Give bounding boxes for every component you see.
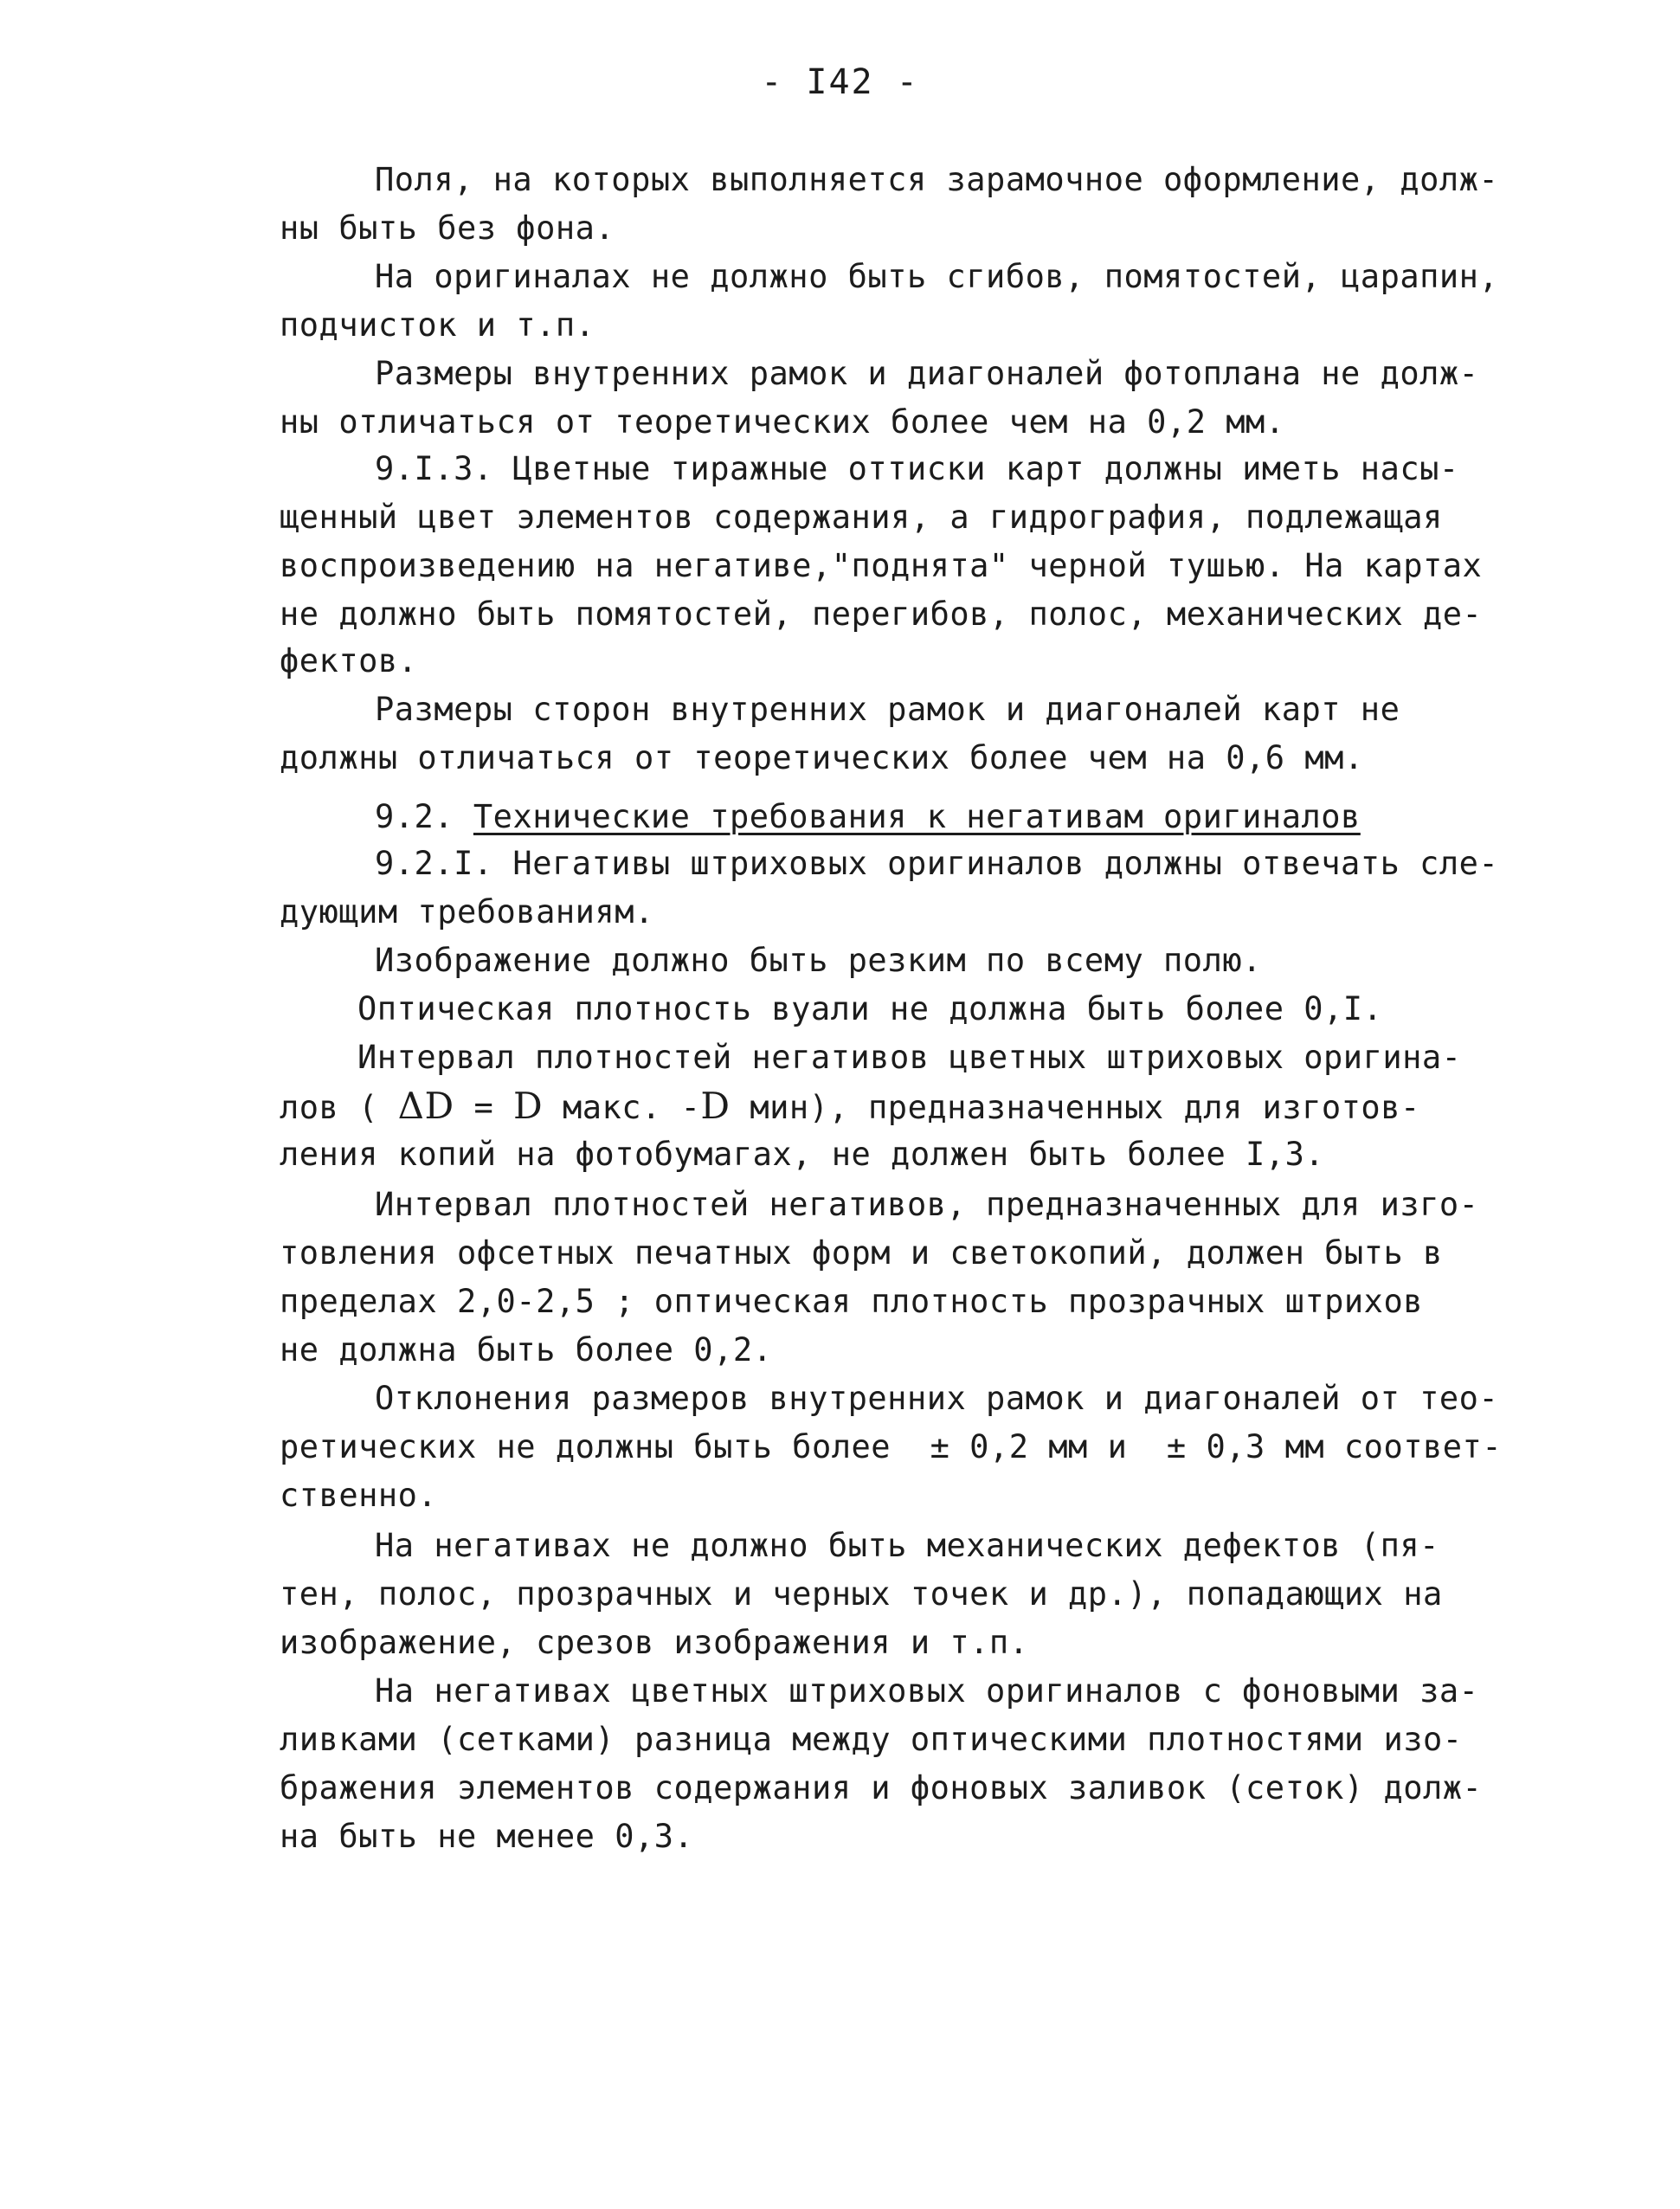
text-line: ливками (сетками) разница между оптическими плотностями изо-: [280, 1721, 1463, 1758]
text-line: 9.2.I. Негативы штриховых оригиналов должны отвечать сле-: [375, 845, 1499, 882]
text-line: На негативах цветных штриховых оригиналов с фоновыми за-: [375, 1672, 1479, 1710]
text-line: ны отличаться от теоретических более чем на 0,2 мм.: [280, 403, 1285, 441]
text-line: Интервал плотностей негативов, предназначенных для изго-: [375, 1186, 1479, 1223]
text-line: не должна быть более 0,2.: [280, 1331, 773, 1369]
text-fragment: =: [454, 1089, 513, 1126]
text-line: ления копий на фотобумагах, не должен быть более I,3.: [280, 1136, 1325, 1173]
section-number: 9.2.: [375, 798, 473, 835]
text-line: тен, полос, прозрачных и черных точек и др.), попадающих на: [280, 1575, 1443, 1613]
text-line: ственно.: [280, 1477, 438, 1514]
text-line: 9.I.3. Цветные тиражные оттиски карт должны иметь насы-: [375, 450, 1459, 487]
text-line: На оригиналах не должно быть сгибов, помятостей, царапин,: [375, 258, 1499, 295]
section-title: Технические требования к негативам оригиналов: [473, 798, 1361, 835]
d-symbol: D: [700, 1085, 731, 1127]
text-line: Размеры внутренних рамок и диагоналей фотоплана не долж-: [375, 355, 1479, 392]
text-line: фектов.: [280, 642, 418, 679]
text-line: Интервал плотностей негативов цветных штриховых оригина-: [357, 1039, 1462, 1076]
text-line: воспроизведению на негативе,"поднята" черной тушью. На картах: [280, 547, 1483, 584]
text-line: Изображение должно быть резким по всему полю.: [375, 942, 1262, 979]
text-line: щенный цвет элементов содержания, а гидрография, подлежащая: [280, 499, 1443, 536]
text-fragment: макс. -: [543, 1089, 701, 1126]
text-line: не должно быть помятостей, перегибов, полос, механических де-: [280, 596, 1483, 633]
formula-line: [280, 1082, 1420, 1132]
text-line: На негативах не должно быть механических дефектов (пя-: [375, 1527, 1439, 1564]
text-line: бражения элементов содержания и фоновых заливок (сеток) долж-: [280, 1769, 1483, 1806]
text-line: ны быть без фона.: [280, 209, 615, 247]
text-line: на быть не менее 0,3.: [280, 1818, 694, 1855]
text-fragment: лов (: [280, 1089, 398, 1126]
text-line: ретических не должны быть более ± 0,2 мм и ± 0,3 мм соответ-: [280, 1428, 1503, 1465]
text-fragment: мин), предназначенных для изготов-: [730, 1089, 1420, 1126]
text-line: товления офсетных печатных форм и светокопий, должен быть в: [280, 1234, 1443, 1272]
text-line: дующим требованиям.: [280, 893, 654, 931]
text-line: подчисток и т.п.: [280, 306, 595, 344]
text-line: Оптическая плотность вуали не должна быть более 0,I.: [357, 990, 1383, 1027]
text-line: Отклонения размеров внутренних рамок и диагоналей от тео-: [375, 1380, 1499, 1417]
text-line: пределах 2,0-2,5 ; оптическая плотность прозрачных штрихов: [280, 1283, 1424, 1320]
text-line: Размеры сторон внутренних рамок и диагоналей карт не: [375, 691, 1400, 728]
page-number: - I42 -: [761, 62, 919, 102]
section-heading: [375, 793, 1361, 841]
d-symbol: D: [513, 1085, 544, 1127]
text-line: должны отличаться от теоретических более чем на 0,6 мм.: [280, 739, 1364, 776]
text-line: Поля, на которых выполняется зарамочное оформление, долж-: [375, 161, 1499, 198]
delta-d-symbol: ΔD: [397, 1085, 454, 1127]
text-line: изображение, срезов изображения и т.п.: [280, 1624, 1029, 1661]
